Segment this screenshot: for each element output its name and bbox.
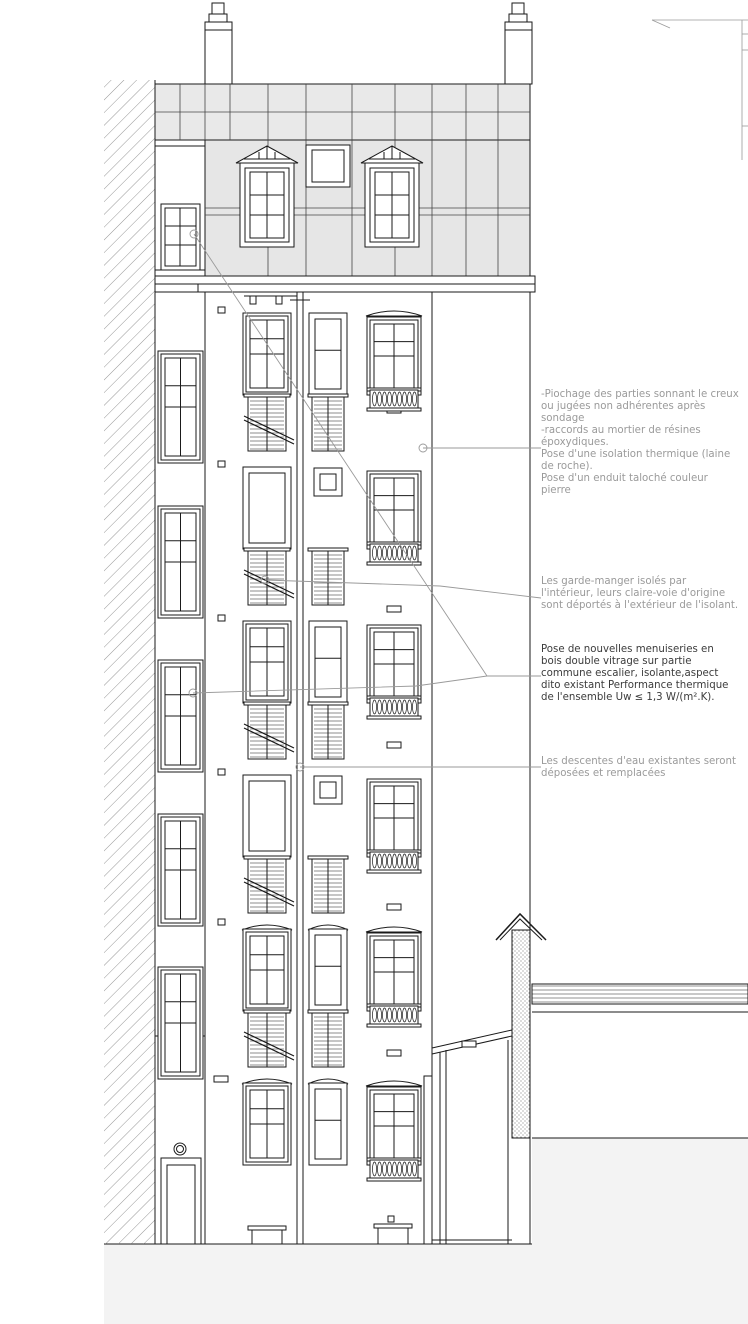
annotation-line: Les descentes d'eau existantes seront xyxy=(541,756,736,767)
window-pane xyxy=(315,319,341,389)
balcony-baluster xyxy=(388,700,392,714)
courtyard-benches xyxy=(248,1224,412,1244)
garde-manger-shutter xyxy=(308,394,348,451)
french-window xyxy=(367,317,421,395)
balcony-baluster xyxy=(383,1162,387,1176)
balcony-baluster xyxy=(393,854,397,868)
balcony-baluster xyxy=(393,1008,397,1022)
window-casement xyxy=(309,621,347,703)
stair-window xyxy=(158,660,203,772)
french-window xyxy=(367,779,421,857)
cornice xyxy=(155,276,535,292)
balcony-base xyxy=(367,1178,421,1181)
balcony-baluster xyxy=(403,1162,407,1176)
garde-manger-shutter xyxy=(244,1010,290,1067)
balcony-baluster xyxy=(408,1008,412,1022)
window-arch xyxy=(366,927,422,932)
window-casement xyxy=(309,1083,347,1165)
window-casement xyxy=(243,1083,291,1165)
garde-manger-shutter xyxy=(244,394,290,451)
balcony-baluster xyxy=(408,854,412,868)
window-casement xyxy=(243,929,291,1011)
annotation-line: -Piochage des parties sonnant le creux xyxy=(541,389,739,400)
garde-manger-shutter xyxy=(244,856,290,913)
balcony-baluster xyxy=(383,392,387,406)
balcony-baluster xyxy=(378,700,382,714)
balcony-baluster xyxy=(403,1008,407,1022)
balcony-baluster xyxy=(383,700,387,714)
balcony-baluster xyxy=(393,700,397,714)
window-pane xyxy=(315,627,341,697)
balcony-baluster xyxy=(393,546,397,560)
balcony-base xyxy=(367,870,421,873)
generated-facade-elements xyxy=(158,311,422,1181)
window-pane xyxy=(315,1089,341,1159)
roof-window-stair xyxy=(161,204,200,270)
balcony-baluster xyxy=(398,854,402,868)
balcony-baluster xyxy=(413,700,417,714)
balcony-railing xyxy=(367,542,421,565)
balcony-baluster xyxy=(408,392,412,406)
balcony-baluster xyxy=(398,392,402,406)
balcony-baluster xyxy=(413,1162,417,1176)
sheet-frame xyxy=(652,20,748,160)
garde-manger-shutter xyxy=(308,1010,348,1067)
balcony-baluster xyxy=(403,854,407,868)
balcony-baluster xyxy=(378,1162,382,1176)
annotation-line: l'intérieur, leurs claire-voie d'origine xyxy=(541,588,726,599)
small-window xyxy=(314,776,342,804)
stair-window xyxy=(158,967,203,1079)
balcony-railing xyxy=(367,1004,421,1027)
balcony-baluster xyxy=(413,546,417,560)
window-closed xyxy=(243,467,291,549)
annotation-line: déposées et remplacées xyxy=(541,768,666,779)
french-window xyxy=(367,1087,421,1165)
balcony-railing xyxy=(367,696,421,719)
balcony-baluster xyxy=(403,700,407,714)
balcony-baluster xyxy=(398,546,402,560)
balcony-railing xyxy=(367,388,421,411)
balcony-baluster xyxy=(398,1008,402,1022)
balcony-baluster xyxy=(388,1162,392,1176)
french-window xyxy=(367,471,421,549)
stair-window xyxy=(158,506,203,618)
stair-window xyxy=(158,814,203,926)
balcony-baluster xyxy=(373,392,377,406)
balcony-baluster xyxy=(408,700,412,714)
annotation-menuiseries xyxy=(541,644,741,704)
window-pane xyxy=(249,781,285,851)
entrance-door xyxy=(161,1143,201,1244)
annotation-line: commune escalier, isolante,aspect xyxy=(541,668,719,679)
balcony-baluster xyxy=(378,854,382,868)
balcony-baluster xyxy=(378,1008,382,1022)
french-window xyxy=(367,933,421,1011)
balcony-baluster xyxy=(378,392,382,406)
balcony-baluster xyxy=(383,1008,387,1022)
balcony-baluster xyxy=(378,546,382,560)
window-casement xyxy=(309,313,347,395)
balcony-baluster xyxy=(388,546,392,560)
stair-window xyxy=(158,351,203,463)
garde-manger-shutter xyxy=(308,548,348,605)
balcony-baluster xyxy=(373,546,377,560)
balcony-baluster xyxy=(413,1008,417,1022)
annotation-line: époxydiques. xyxy=(541,437,609,448)
balcony-baluster xyxy=(403,392,407,406)
annotation-line: -raccords au mortier de résines xyxy=(541,425,701,436)
window-casement xyxy=(243,313,291,395)
balcony-baluster xyxy=(373,1162,377,1176)
window-pane xyxy=(315,935,341,1005)
window-arch xyxy=(366,311,422,316)
balcony-base xyxy=(367,408,421,411)
small-window-glass xyxy=(320,782,336,798)
chimney-right xyxy=(505,3,532,84)
leader-lines xyxy=(189,230,541,771)
balcony-base xyxy=(367,716,421,719)
balcony-baluster xyxy=(388,854,392,868)
annotation-line: dito existant Performance thermique xyxy=(541,680,729,691)
window-pane xyxy=(249,473,285,543)
window-arch xyxy=(366,1081,422,1086)
balcony-baluster xyxy=(373,854,377,868)
dormer-right xyxy=(361,146,423,247)
party-wall-hatch xyxy=(104,80,155,1244)
annotation-garde-manger xyxy=(541,576,741,612)
balcony-baluster xyxy=(388,392,392,406)
annotation-line: Les garde-manger isolés par xyxy=(541,576,687,587)
window-arch-head xyxy=(366,927,422,932)
annotation-descentes xyxy=(541,756,741,780)
balcony-baluster xyxy=(408,546,412,560)
annotation-line: Pose d'une isolation thermique (laine xyxy=(541,449,731,460)
annotation-line: ou jugées non adhérentes après xyxy=(541,401,706,412)
small-window-glass xyxy=(320,474,336,490)
balcony-railing xyxy=(367,850,421,873)
balcony-baluster xyxy=(398,700,402,714)
annotation-line: de roche). xyxy=(541,461,593,472)
garde-manger-shutter xyxy=(308,856,348,913)
annotation-line: Pose d'un enduit taloché couleur xyxy=(541,473,708,484)
balcony-baluster xyxy=(383,546,387,560)
roof-window-square xyxy=(306,145,350,187)
balcony-baluster xyxy=(383,854,387,868)
dormer-left xyxy=(236,146,298,247)
balcony-railing xyxy=(367,1158,421,1181)
window-closed xyxy=(243,775,291,857)
chimney-left xyxy=(205,3,232,84)
balcony-baluster xyxy=(408,1162,412,1176)
porch-lean-to xyxy=(424,1030,512,1244)
annex-building xyxy=(496,914,748,1138)
window-casement xyxy=(309,929,347,1011)
balcony-base xyxy=(367,1024,421,1027)
small-window xyxy=(314,468,342,496)
balcony-baluster xyxy=(388,1008,392,1022)
garde-manger-shutter xyxy=(244,702,290,759)
annotation-line: pierre xyxy=(541,485,571,496)
french-window xyxy=(367,625,421,703)
annotation-line: Pose de nouvelles menuiseries en xyxy=(541,644,714,655)
window-arch-head xyxy=(366,1081,422,1086)
annotation-line: bois double vitrage sur partie xyxy=(541,656,692,667)
annotation-line: de l'ensemble Uw ≤ 1,3 W/(m².K). xyxy=(541,692,715,703)
window-arch-head xyxy=(366,311,422,316)
annotation-facade-repair xyxy=(541,389,741,497)
balcony-baluster xyxy=(413,392,417,406)
balcony-baluster xyxy=(373,1008,377,1022)
annotation-line: sondage xyxy=(541,413,585,424)
balcony-baluster xyxy=(373,700,377,714)
balcony-baluster xyxy=(393,392,397,406)
balcony-baluster xyxy=(393,1162,397,1176)
balcony-baluster xyxy=(398,1162,402,1176)
balcony-baluster xyxy=(413,854,417,868)
annotation-line: sont déportés à l'extérieur de l'isolant. xyxy=(541,600,739,611)
garde-manger-shutter xyxy=(308,702,348,759)
